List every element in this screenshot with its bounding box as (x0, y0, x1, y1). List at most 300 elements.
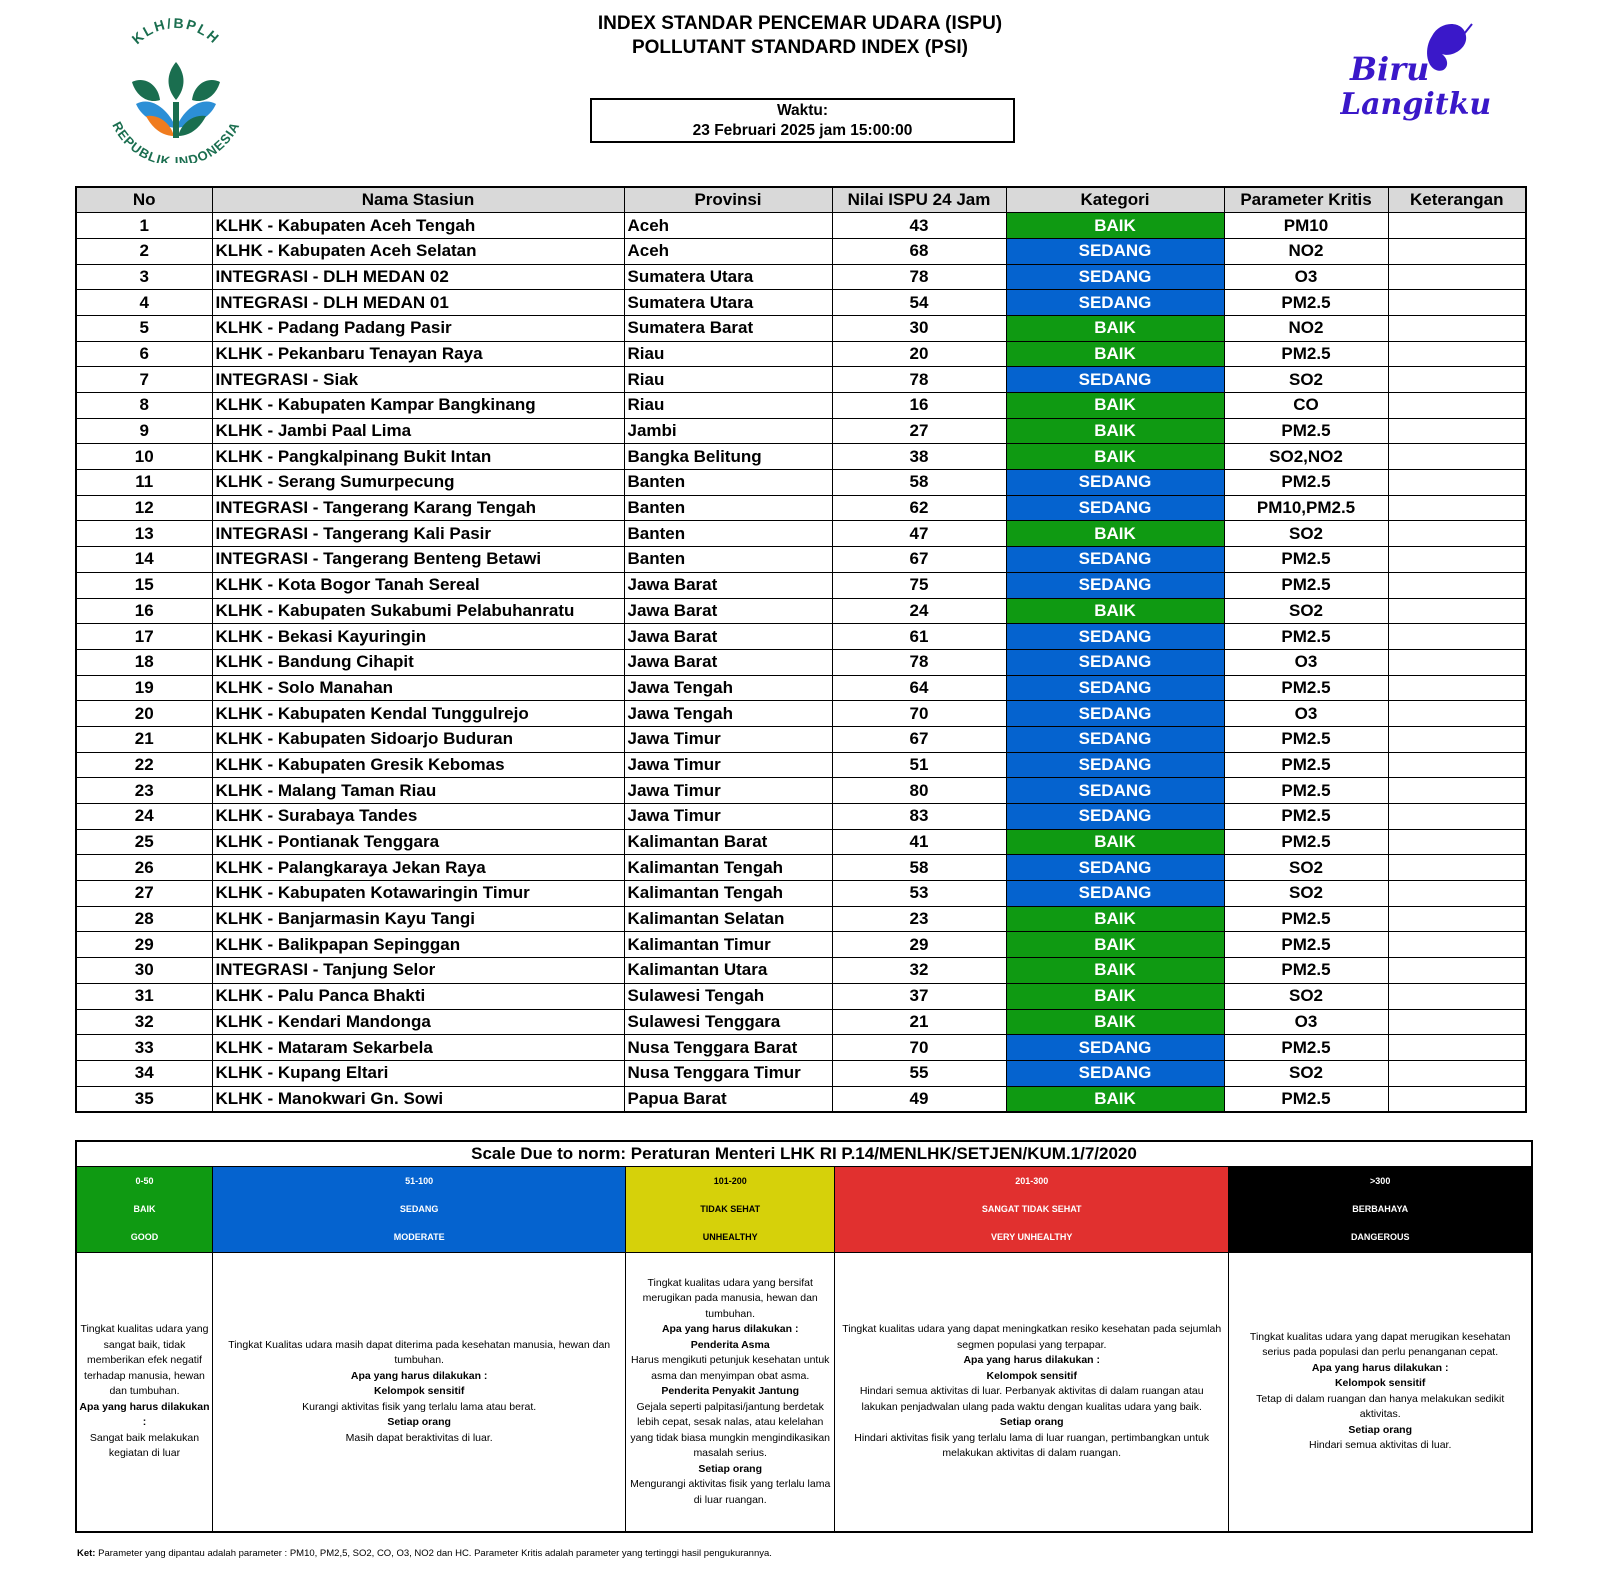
desc-moderate: Tingkat Kualitas udara masih dapat diterima pada kesehatan manusia, hewan dan tumbuhan. Apa yang harus dilakukan : Kelompok sensitif Kurangi aktivitas fisik yang terlalu lama atau berat. Setiap orang Masih dapat beraktivitas di luar. (212, 1252, 625, 1532)
cell-no: 15 (76, 572, 212, 598)
cell-no: 19 (76, 675, 212, 701)
cell-parameter: O3 (1224, 701, 1388, 727)
table-row (76, 881, 1526, 907)
cell-ispu: 68 (832, 238, 1006, 264)
logo-word-1: Biru (1350, 50, 1430, 88)
cell-ispu: 78 (832, 264, 1006, 290)
cell-note (1388, 675, 1526, 701)
cell-no: 16 (76, 598, 212, 624)
cell-no: 18 (76, 649, 212, 675)
cell-note (1388, 470, 1526, 496)
table-row (76, 804, 1526, 830)
cell-no: 10 (76, 444, 212, 470)
cell-category: SEDANG (1006, 290, 1224, 316)
cell-parameter: O3 (1224, 264, 1388, 290)
cell-ispu: 47 (832, 521, 1006, 547)
cell-ispu: 43 (832, 213, 1006, 239)
cell-station: KLHK - Kabupaten Sukabumi Pelabuhanratu (212, 598, 624, 624)
cell-ispu: 70 (832, 701, 1006, 727)
cell-province: Kalimantan Tengah (624, 881, 832, 907)
cell-province: Sumatera Barat (624, 315, 832, 341)
cell-no: 24 (76, 804, 212, 830)
footer-label: Ket: (77, 1548, 96, 1559)
cell-no: 4 (76, 290, 212, 316)
cell-ispu: 49 (832, 1086, 1006, 1112)
cell-province: Sumatera Utara (624, 264, 832, 290)
cell-category: BAIK (1006, 906, 1224, 932)
cell-parameter: PM2.5 (1224, 290, 1388, 316)
cell-no: 22 (76, 752, 212, 778)
table-row (76, 470, 1526, 496)
cell-no: 12 (76, 495, 212, 521)
scale-table (75, 1140, 1533, 1533)
cell-no: 14 (76, 547, 212, 573)
cell-no: 31 (76, 983, 212, 1009)
cell-ispu: 37 (832, 983, 1006, 1009)
cell-category: SEDANG (1006, 238, 1224, 264)
table-row (76, 675, 1526, 701)
cell-province: Kalimantan Tengah (624, 855, 832, 881)
cell-ispu: 24 (832, 598, 1006, 624)
waktu-box (590, 98, 1015, 143)
ispu-table (75, 186, 1527, 1113)
table-row (76, 624, 1526, 650)
cell-station: KLHK - Malang Taman Riau (212, 778, 624, 804)
cell-category: SEDANG (1006, 726, 1224, 752)
cell-no: 29 (76, 932, 212, 958)
cell-province: Riau (624, 393, 832, 419)
cell-parameter: PM2.5 (1224, 932, 1388, 958)
cell-note (1388, 264, 1526, 290)
cell-category: SEDANG (1006, 470, 1224, 496)
col-header-province: Provinsi (624, 187, 832, 213)
cell-station: INTEGRASI - Tanjung Selor (212, 958, 624, 984)
cell-province: Banten (624, 470, 832, 496)
desc-good: Tingkat kualitas udara yang sangat baik, tidak memberikan efek negatif terhadap manusia, hewan dan tumbuhan. Apa yang harus dilakukan : Sangat baik melakukan kegiatan di luar (76, 1252, 212, 1532)
cell-category: BAIK (1006, 983, 1224, 1009)
cell-parameter: PM2.5 (1224, 726, 1388, 752)
cell-parameter: O3 (1224, 649, 1388, 675)
cell-ispu: 41 (832, 829, 1006, 855)
cell-station: KLHK - Pangkalpinang Bukit Intan (212, 444, 624, 470)
cell-province: Jawa Barat (624, 649, 832, 675)
table-row (76, 315, 1526, 341)
cell-note (1388, 495, 1526, 521)
cell-ispu: 27 (832, 418, 1006, 444)
col-header-category: Kategori (1006, 187, 1224, 213)
cell-category: SEDANG (1006, 1035, 1224, 1061)
cell-ispu: 67 (832, 547, 1006, 573)
svg-text:KLH/BPLH (129, 18, 224, 47)
table-row (76, 1086, 1526, 1112)
cell-station: KLHK - Kabupaten Aceh Selatan (212, 238, 624, 264)
col-header-no: No (76, 187, 212, 213)
cell-parameter: PM2.5 (1224, 341, 1388, 367)
cell-note (1388, 367, 1526, 393)
table-row (76, 778, 1526, 804)
band-dangerous: >300 BERBAHAYA DANGEROUS (1229, 1166, 1532, 1252)
col-header-note: Keterangan (1388, 187, 1526, 213)
cell-station: KLHK - Solo Manahan (212, 675, 624, 701)
cell-ispu: 78 (832, 367, 1006, 393)
cell-parameter: PM2.5 (1224, 624, 1388, 650)
cell-province: Jawa Tengah (624, 675, 832, 701)
cell-station: KLHK - Jambi Paal Lima (212, 418, 624, 444)
cell-province: Kalimantan Utara (624, 958, 832, 984)
table-row (76, 1035, 1526, 1061)
cell-ispu: 83 (832, 804, 1006, 830)
cell-parameter: SO2 (1224, 521, 1388, 547)
cell-note (1388, 393, 1526, 419)
cell-parameter: CO (1224, 393, 1388, 419)
cell-ispu: 58 (832, 470, 1006, 496)
desc-unhealthy: Tingkat kualitas udara yang bersifat merugikan pada manusia, hewan dan tumbuhan. Apa yang harus dilakukan : Penderita Asma Harus mengikuti petunjuk kesehatan untuk asma dan menyimpan obat asma. Penderita Penyakit Jantung Gejala seperti palpitasi/jantung berdetak lebih cepat, sesak nalas, atau kelelahan yang tidak biasa mungkin mengindikasikan masalah serius. Setiap orang Mengurangi aktivitas fisik yang terlalu lama di luar ruangan. (626, 1252, 835, 1532)
cell-station: INTEGRASI - Tangerang Kali Pasir (212, 521, 624, 547)
cell-ispu: 16 (832, 393, 1006, 419)
cell-category: SEDANG (1006, 701, 1224, 727)
cell-station: INTEGRASI - Siak (212, 367, 624, 393)
cell-ispu: 58 (832, 855, 1006, 881)
cell-category: BAIK (1006, 418, 1224, 444)
cell-parameter: PM2.5 (1224, 675, 1388, 701)
cell-no: 3 (76, 264, 212, 290)
cell-no: 7 (76, 367, 212, 393)
desc-dangerous: Tingkat kualitas udara yang dapat merugikan kesehatan serius pada populasi dan perlu penanganan cepat. Apa yang harus dilakukan : Kelompok sensitif Tetap di dalam ruangan dan hanya melakukan sedikit aktivitas. Setiap orang Hindari semua aktivitas di luar. (1229, 1252, 1532, 1532)
cell-ispu: 20 (832, 341, 1006, 367)
cell-ispu: 32 (832, 958, 1006, 984)
cell-no: 32 (76, 1009, 212, 1035)
cell-parameter: SO2,NO2 (1224, 444, 1388, 470)
cell-category: BAIK (1006, 932, 1224, 958)
cell-ispu: 55 (832, 1060, 1006, 1086)
cell-category: BAIK (1006, 1009, 1224, 1035)
cell-note (1388, 598, 1526, 624)
cell-station: KLHK - Palangkaraya Jekan Raya (212, 855, 624, 881)
cell-note (1388, 726, 1526, 752)
cell-parameter: SO2 (1224, 881, 1388, 907)
cell-note (1388, 521, 1526, 547)
table-row (76, 701, 1526, 727)
cell-note (1388, 341, 1526, 367)
cell-no: 26 (76, 855, 212, 881)
cell-no: 9 (76, 418, 212, 444)
cell-province: Jawa Timur (624, 752, 832, 778)
cell-province: Nusa Tenggara Timur (624, 1060, 832, 1086)
cell-station: KLHK - Palu Panca Bhakti (212, 983, 624, 1009)
cell-parameter: SO2 (1224, 598, 1388, 624)
cell-province: Aceh (624, 213, 832, 239)
table-row (76, 341, 1526, 367)
cell-category: SEDANG (1006, 547, 1224, 573)
table-row (76, 649, 1526, 675)
cell-parameter: PM2.5 (1224, 829, 1388, 855)
cell-station: KLHK - Pekanbaru Tenayan Raya (212, 341, 624, 367)
footer-note (77, 1548, 772, 1559)
cell-station: KLHK - Kabupaten Kotawaringin Timur (212, 881, 624, 907)
cell-station: KLHK - Kota Bogor Tanah Sereal (212, 572, 624, 598)
cell-province: Jawa Timur (624, 726, 832, 752)
col-header-parameter: Parameter Kritis (1224, 187, 1388, 213)
table-row (76, 238, 1526, 264)
cell-no: 23 (76, 778, 212, 804)
cell-parameter: SO2 (1224, 1060, 1388, 1086)
cell-province: Kalimantan Selatan (624, 906, 832, 932)
cell-station: KLHK - Bekasi Kayuringin (212, 624, 624, 650)
cell-note (1388, 804, 1526, 830)
cell-note (1388, 1060, 1526, 1086)
cell-province: Kalimantan Timur (624, 932, 832, 958)
cell-province: Kalimantan Barat (624, 829, 832, 855)
cell-no: 27 (76, 881, 212, 907)
cell-ispu: 64 (832, 675, 1006, 701)
table-row (76, 418, 1526, 444)
cell-station: KLHK - Kupang Eltari (212, 1060, 624, 1086)
title-line-2: POLLUTANT STANDARD INDEX (PSI) (631, 37, 968, 58)
cell-category: SEDANG (1006, 367, 1224, 393)
cell-no: 1 (76, 213, 212, 239)
table-row (76, 752, 1526, 778)
table-row (76, 213, 1526, 239)
cell-note (1388, 958, 1526, 984)
table-row (76, 1060, 1526, 1086)
waktu-label: Waktu: (776, 102, 829, 119)
cell-category: BAIK (1006, 315, 1224, 341)
logo-word-2: Langitku (1340, 87, 1490, 122)
cell-parameter: O3 (1224, 1009, 1388, 1035)
cell-province: Sulawesi Tengah (624, 983, 832, 1009)
cell-no: 11 (76, 470, 212, 496)
cell-parameter: PM2.5 (1224, 547, 1388, 573)
cell-station: INTEGRASI - Tangerang Benteng Betawi (212, 547, 624, 573)
cell-ispu: 30 (832, 315, 1006, 341)
cell-category: SEDANG (1006, 495, 1224, 521)
col-header-ispu: Nilai ISPU 24 Jam (832, 187, 1006, 213)
cell-parameter: PM2.5 (1224, 572, 1388, 598)
cell-category: SEDANG (1006, 624, 1224, 650)
cell-parameter: PM10 (1224, 213, 1388, 239)
cell-province: Papua Barat (624, 1086, 832, 1112)
cell-province: Sulawesi Tenggara (624, 1009, 832, 1035)
cell-note (1388, 1035, 1526, 1061)
cell-parameter: PM10,PM2.5 (1224, 495, 1388, 521)
table-row (76, 547, 1526, 573)
cell-station: KLHK - Kabupaten Sidoarjo Buduran (212, 726, 624, 752)
table-row (76, 983, 1526, 1009)
cell-station: KLHK - Padang Padang Pasir (212, 315, 624, 341)
cell-note (1388, 649, 1526, 675)
cell-station: KLHK - Serang Sumurpecung (212, 470, 624, 496)
cell-ispu: 62 (832, 495, 1006, 521)
cell-note (1388, 906, 1526, 932)
table-row (76, 290, 1526, 316)
table-row (76, 932, 1526, 958)
cell-ispu: 61 (832, 624, 1006, 650)
cell-category: BAIK (1006, 958, 1224, 984)
cell-category: SEDANG (1006, 881, 1224, 907)
cell-province: Aceh (624, 238, 832, 264)
cell-parameter: PM2.5 (1224, 752, 1388, 778)
cell-province: Bangka Belitung (624, 444, 832, 470)
cell-no: 5 (76, 315, 212, 341)
cell-province: Jawa Barat (624, 624, 832, 650)
cell-note (1388, 752, 1526, 778)
cell-province: Jawa Timur (624, 778, 832, 804)
cell-note (1388, 315, 1526, 341)
logo-top-text: KLH/BPLH (128, 18, 224, 48)
table-row (76, 958, 1526, 984)
cell-parameter: SO2 (1224, 855, 1388, 881)
cell-station: KLHK - Kabupaten Gresik Kebomas (212, 752, 624, 778)
cell-ispu: 21 (832, 1009, 1006, 1035)
cell-parameter: PM2.5 (1224, 958, 1388, 984)
cell-no: 33 (76, 1035, 212, 1061)
cell-ispu: 67 (832, 726, 1006, 752)
cell-station: KLHK - Bandung Cihapit (212, 649, 624, 675)
cell-parameter: PM2.5 (1224, 418, 1388, 444)
cell-note (1388, 932, 1526, 958)
cell-no: 6 (76, 341, 212, 367)
cell-note (1388, 418, 1526, 444)
cell-station: KLHK - Balikpapan Sepinggan (212, 932, 624, 958)
cell-no: 17 (76, 624, 212, 650)
cell-note (1388, 829, 1526, 855)
biru-langitku-logo (1340, 18, 1490, 138)
table-row (76, 726, 1526, 752)
cell-ispu: 38 (832, 444, 1006, 470)
cell-station: INTEGRASI - Tangerang Karang Tengah (212, 495, 624, 521)
cell-no: 20 (76, 701, 212, 727)
cell-no: 35 (76, 1086, 212, 1112)
cell-category: BAIK (1006, 521, 1224, 547)
cell-category: BAIK (1006, 829, 1224, 855)
cell-ispu: 80 (832, 778, 1006, 804)
cell-ispu: 54 (832, 290, 1006, 316)
cell-station: KLHK - Banjarmasin Kayu Tangi (212, 906, 624, 932)
cell-station: KLHK - Kabupaten Kendal Tunggulrejo (212, 701, 624, 727)
cell-no: 34 (76, 1060, 212, 1086)
cell-province: Banten (624, 495, 832, 521)
cell-province: Sumatera Utara (624, 290, 832, 316)
cell-province: Jawa Barat (624, 572, 832, 598)
cell-province: Jawa Tengah (624, 701, 832, 727)
cell-note (1388, 855, 1526, 881)
butterfly-icon (1427, 24, 1466, 71)
cell-ispu: 70 (832, 1035, 1006, 1061)
cell-station: KLHK - Surabaya Tandes (212, 804, 624, 830)
cell-station: INTEGRASI - DLH MEDAN 01 (212, 290, 624, 316)
table-row (76, 855, 1526, 881)
cell-category: BAIK (1006, 1086, 1224, 1112)
cell-note (1388, 778, 1526, 804)
cell-ispu: 29 (832, 932, 1006, 958)
table-row (76, 829, 1526, 855)
cell-note (1388, 444, 1526, 470)
cell-parameter: SO2 (1224, 367, 1388, 393)
table-row (76, 521, 1526, 547)
desc-very-unhealthy: Tingkat kualitas udara yang dapat meningkatkan resiko kesehatan pada sejumlah segmen populasi yang terpapar. Apa yang harus dilakukan : Kelompok sensitif Hindari semua aktivitas di luar. Perbanyak aktivitas di dalam ruangan atau lakukan penjadwalan ulang pada waktu dengan kualitas udara yang baik. Setiap orang Hindari aktivitas fisik yang terlalu lama di luar ruangan, pertimbangkan untuk melakukan aktivitas di dalam ruangan. (835, 1252, 1229, 1532)
cell-category: BAIK (1006, 598, 1224, 624)
cell-category: SEDANG (1006, 572, 1224, 598)
cell-category: SEDANG (1006, 778, 1224, 804)
cell-note (1388, 290, 1526, 316)
cell-note (1388, 1086, 1526, 1112)
cell-ispu: 78 (832, 649, 1006, 675)
cell-ispu: 23 (832, 906, 1006, 932)
table-row (76, 393, 1526, 419)
table-row (76, 495, 1526, 521)
cell-parameter: PM2.5 (1224, 470, 1388, 496)
table-header-row (76, 187, 1526, 213)
cell-no: 13 (76, 521, 212, 547)
page-title (500, 12, 1100, 60)
cell-category: SEDANG (1006, 855, 1224, 881)
cell-parameter: PM2.5 (1224, 1035, 1388, 1061)
cell-station: KLHK - Kabupaten Kampar Bangkinang (212, 393, 624, 419)
cell-category: SEDANG (1006, 804, 1224, 830)
cell-ispu: 75 (832, 572, 1006, 598)
cell-note (1388, 572, 1526, 598)
col-header-station: Nama Stasiun (212, 187, 624, 213)
table-row (76, 1009, 1526, 1035)
cell-station: KLHK - Mataram Sekarbela (212, 1035, 624, 1061)
cell-note (1388, 1009, 1526, 1035)
cell-note (1388, 213, 1526, 239)
cell-category: SEDANG (1006, 752, 1224, 778)
waktu-value: 23 Februari 2025 jam 15:00:00 (692, 122, 913, 139)
cell-province: Banten (624, 547, 832, 573)
cell-province: Banten (624, 521, 832, 547)
cell-note (1388, 624, 1526, 650)
logo-bottom-text: REPUBLIK INDONESIA (109, 119, 243, 163)
title-line-1: INDEX STANDAR PENCEMAR UDARA (ISPU) (597, 13, 1003, 34)
cell-parameter: SO2 (1224, 983, 1388, 1009)
cell-province: Riau (624, 341, 832, 367)
footer-text: Parameter yang dipantau adalah parameter : PM10, PM2,5, SO2, CO, O3, NO2 dan HC. Parameter Kritis adalah parameter yang tertinggi hasil pengukurannya. (95, 1548, 772, 1559)
cell-province: Jambi (624, 418, 832, 444)
cell-category: SEDANG (1006, 264, 1224, 290)
cell-note (1388, 701, 1526, 727)
band-good: 0-50 BAIK GOOD (76, 1166, 212, 1252)
cell-province: Nusa Tenggara Barat (624, 1035, 832, 1061)
cell-ispu: 51 (832, 752, 1006, 778)
cell-no: 25 (76, 829, 212, 855)
band-moderate: 51-100 SEDANG MODERATE (212, 1166, 625, 1252)
cell-category: SEDANG (1006, 675, 1224, 701)
table-row (76, 598, 1526, 624)
cell-no: 28 (76, 906, 212, 932)
cell-parameter: PM2.5 (1224, 1086, 1388, 1112)
table-row (76, 444, 1526, 470)
cell-category: SEDANG (1006, 649, 1224, 675)
table-row (76, 572, 1526, 598)
cell-no: 8 (76, 393, 212, 419)
table-row (76, 367, 1526, 393)
band-very-unhealthy: 201-300 SANGAT TIDAK SEHAT VERY UNHEALTHY (835, 1166, 1229, 1252)
cell-category: SEDANG (1006, 1060, 1224, 1086)
cell-station: KLHK - Kabupaten Aceh Tengah (212, 213, 624, 239)
cell-station: KLHK - Pontianak Tenggara (212, 829, 624, 855)
cell-category: BAIK (1006, 341, 1224, 367)
cell-parameter: NO2 (1224, 238, 1388, 264)
cell-note (1388, 547, 1526, 573)
cell-no: 21 (76, 726, 212, 752)
cell-no: 30 (76, 958, 212, 984)
cell-category: BAIK (1006, 444, 1224, 470)
cell-station: KLHK - Kendari Mandonga (212, 1009, 624, 1035)
cell-province: Riau (624, 367, 832, 393)
cell-ispu: 53 (832, 881, 1006, 907)
cell-station: INTEGRASI - DLH MEDAN 02 (212, 264, 624, 290)
